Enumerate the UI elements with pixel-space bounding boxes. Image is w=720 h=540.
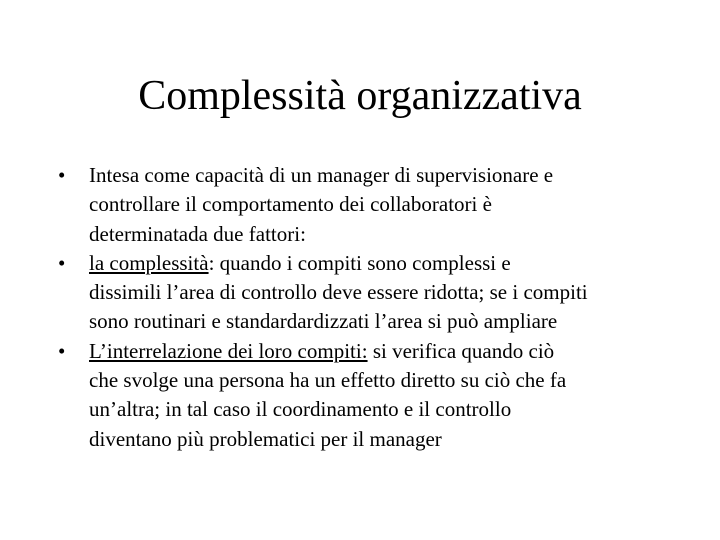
bullet-dot-icon: • (58, 250, 66, 275)
bullet-line: sono routinari e standardardizzati l’area si può ampliare (89, 309, 558, 334)
bullet-keyword: L’interrelazione dei loro compiti: (89, 338, 368, 363)
slide-title: Complessità organizzativa (138, 73, 582, 119)
bullet-line: Intesa come capacità di un manager di supervisionare e (89, 163, 554, 187)
bullet-list (58, 161, 668, 454)
bullet-first-line (89, 249, 668, 278)
bullet-keyword: la complessità (89, 250, 209, 275)
bullet-dot-icon: • (58, 338, 66, 363)
bullet-first-line (89, 337, 668, 366)
bullet-item-complexity (58, 249, 668, 337)
bullet-line: determinatada due fattori: (89, 221, 306, 246)
bullet-line: un’altra; in tal caso il coordinamento e il controllo (89, 397, 512, 422)
bullet-line: controllare il comportamento dei collaboratori è (89, 192, 492, 217)
bullet-keyword-continuation: : quando i compiti sono complessi e (208, 250, 511, 275)
bullet-line: dissimili l’area di controllo deve essere ridotta; se i compiti (89, 280, 588, 305)
bullet-line: diventano più problematici per il manager (89, 426, 442, 451)
bullet-dot-icon: • (58, 163, 66, 187)
bullet-line: che svolge una persona ha un effetto diretto su ciò che fa (89, 368, 567, 393)
bullet-keyword-continuation: si verifica quando ciò (367, 338, 555, 363)
bullet-item-definition (58, 161, 668, 249)
bullet-item-interrelation (58, 337, 668, 454)
